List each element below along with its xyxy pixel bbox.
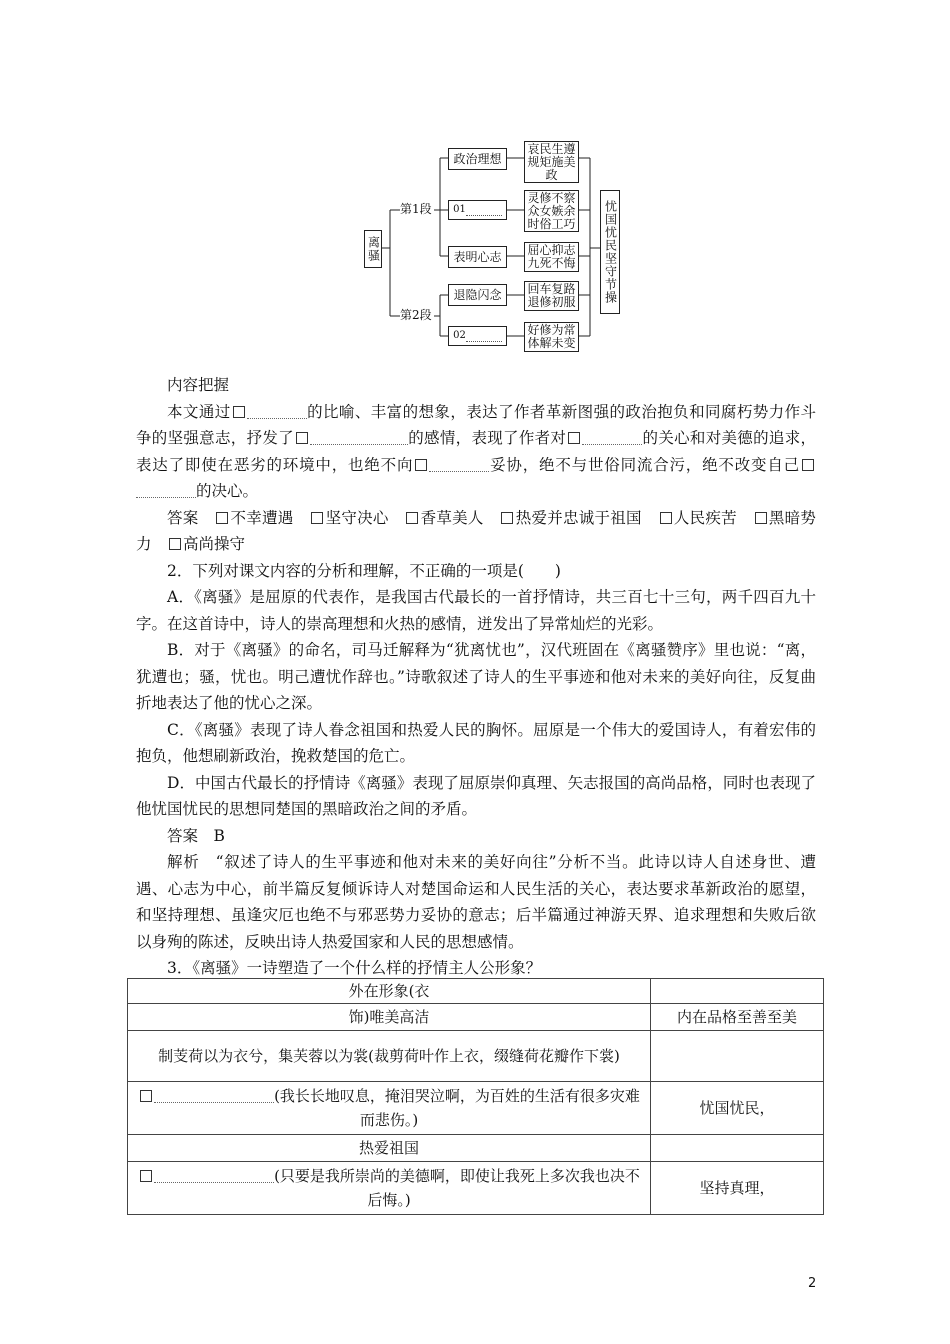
node-r1: 哀民生遵规矩施美政 (524, 141, 579, 183)
answer-item: 黑暗势力 (136, 508, 816, 553)
checkbox-icon (568, 432, 580, 444)
answer-item: 香草美人 (420, 508, 484, 527)
table-cell: 外在形象(衣 (128, 979, 651, 1004)
q2-analysis: 解析 “叙述了诗人的生平事迹和他对未来的美好向往”分析不当。此诗以诗人自述身世、遭遇、心志为中心，前半篇反复倾诉诗人对楚国命运和人民生活的关心，表达要求革新政治的愿望，和坚持理想、虽逢灾厄也绝不与邪恶势力妥协的意志；后半篇通过神游天界、追求理想和失败后欲以身殉的陈述，反映出诗人热爱国家和人民的思想感情。 (136, 853, 816, 951)
checkbox-icon (415, 459, 427, 471)
table-row (128, 1082, 824, 1135)
node-r5: 好修为常体解未变 (524, 322, 579, 352)
table-row (128, 1004, 824, 1031)
checkbox-icon (233, 406, 245, 418)
content-section (136, 372, 816, 982)
table-row (128, 1135, 824, 1162)
q2-option-c: C．《离骚》表现了诗人眷念祖国和热爱人民的胸怀。屈原是一个伟大的爱国诗人，有着宏伟的抱负，他想刷新政治，挽救楚国的危亡。 (136, 720, 816, 765)
q2-option-a: A．《离骚》是屈原的代表作，是我国古代最长的一首抒情诗，共三百七十三句，两千四百九十字。在这首诗中，诗人的崇高理想和火热的感情，迸发出了异常灿烂的光彩。 (136, 588, 816, 633)
checkbox-icon (802, 459, 814, 471)
image-table (127, 978, 824, 1215)
table-cell: 饰)唯美高洁 (128, 1004, 651, 1031)
checkbox-icon (501, 512, 513, 524)
node-blank-02 (448, 326, 507, 346)
answer-item: 坚守决心 (325, 508, 389, 527)
node-r3: 屈心抑志九死不悔 (524, 242, 579, 272)
para-d: 的关心和对美德的追求，表达了即使在恶劣的环境中，也绝不向 (136, 429, 816, 474)
node-retreat: 退隐闪念 (448, 284, 507, 306)
table-row (128, 979, 824, 1004)
answer-item: 人民疾苦 (673, 508, 737, 527)
row-text: (我长长地叹息，掩泪哭泣啊，为百姓的生活有很多灾难而悲伤。) (274, 1087, 640, 1129)
checkbox-icon (140, 1170, 152, 1182)
table-cell (128, 1082, 651, 1135)
table-cell (651, 979, 824, 1004)
table-cell (128, 1162, 651, 1215)
node-resolve: 表明心志 (448, 246, 507, 268)
para-f: 的决心。 (196, 482, 259, 500)
table-row (128, 1162, 824, 1215)
fill-blank (154, 1168, 274, 1183)
table-cell (651, 1135, 824, 1162)
row-text: (只要是我所崇尚的美德啊，即使让我死上多次我也决不后悔。) (274, 1167, 640, 1209)
page-number: 2 (808, 1276, 817, 1291)
node-r2: 灵修不察众女嫉余时俗工巧 (524, 190, 579, 232)
table-cell (651, 1031, 824, 1082)
table-cell: 忧国忧民， (651, 1082, 824, 1135)
fill-blank (310, 430, 408, 445)
checkbox-icon (169, 538, 181, 550)
para-b: 的比喻、丰富的想象，表达了作者革新图强的政治抱负和同腐朽势力作斗争的坚强意志，抒发了 (136, 402, 816, 447)
checkbox-icon (406, 512, 418, 524)
answer-item: 高尚操守 (183, 535, 246, 553)
table-cell: 内在品格至善至美 (651, 1004, 824, 1031)
answer-item: 不幸遭遇 (230, 508, 294, 527)
checkbox-icon (296, 432, 308, 444)
checkbox-icon (755, 512, 767, 524)
checkbox-icon (660, 512, 672, 524)
table-cell: 热爱祖国 (128, 1135, 651, 1162)
fill-blank (136, 483, 196, 498)
checkbox-icon (140, 1090, 152, 1102)
table-row (128, 1031, 824, 1082)
structure-diagram (360, 138, 630, 358)
fill-blank (247, 404, 307, 419)
blank-number-01: 01 (453, 204, 466, 215)
answer-label: 答案 (167, 508, 199, 527)
table-cell: 坚持真理， (651, 1162, 824, 1215)
q2-option-b: B．对于《离骚》的命名，司马迁解释为“犹离忧也”，汉代班固在《离骚赞序》里也说：“离，犹遭也；骚，忧也。明己遭忧作辞也。”诗歌叙述了诗人的生平事迹和他对未来的美好向往，反复曲折地表达了他的忧心之深。 (136, 641, 816, 712)
para-e: 妥协，绝不与世俗同流合污，绝不改变自己 (489, 455, 800, 474)
checkbox-icon (311, 512, 323, 524)
checkbox-icon (216, 512, 228, 524)
content-paragraph (136, 399, 816, 505)
fill-blank (429, 457, 489, 472)
node-r4: 回车复路退修初服 (524, 281, 579, 311)
content-answers (136, 505, 816, 558)
section1-label: 第1段 (400, 202, 432, 216)
q2-option-d: D．中国古代最长的抒情诗《离骚》表现了屈原崇仰真理、矢志报国的高尚品格，同时也表现了他忧国忧民的思想同楚国的黑暗政治之间的矛盾。 (136, 773, 816, 818)
root-node: 离骚 (364, 230, 382, 268)
blank-number-02: 02 (453, 330, 466, 341)
answer-item: 热爱并忠诚于祖国 (515, 508, 642, 527)
summary-node: 忧国忧民坚守节操 (600, 190, 620, 314)
section2-label: 第2段 (400, 308, 432, 322)
node-blank-01 (448, 200, 507, 220)
table-cell: 制芰荷以为衣兮，集芙蓉以为裳(裁剪荷叶作上衣，缀缝荷花瓣作下裳) (128, 1031, 651, 1082)
content-heading: 内容把握 (167, 376, 230, 394)
node-political-ideal: 政治理想 (448, 148, 507, 170)
para-c: 的感情，表现了作者对 (407, 429, 567, 447)
q2-answer: 答案 B (167, 826, 225, 845)
fill-blank (154, 1088, 274, 1103)
q3-stem: 3．《离骚》一诗塑造了一个什么样的抒情主人公形象？ (167, 959, 542, 977)
q2-stem: 2．下列对课文内容的分析和理解，不正确的一项是( ) (167, 561, 561, 580)
fill-blank (582, 430, 642, 445)
para-a: 本文通过 (167, 402, 231, 421)
